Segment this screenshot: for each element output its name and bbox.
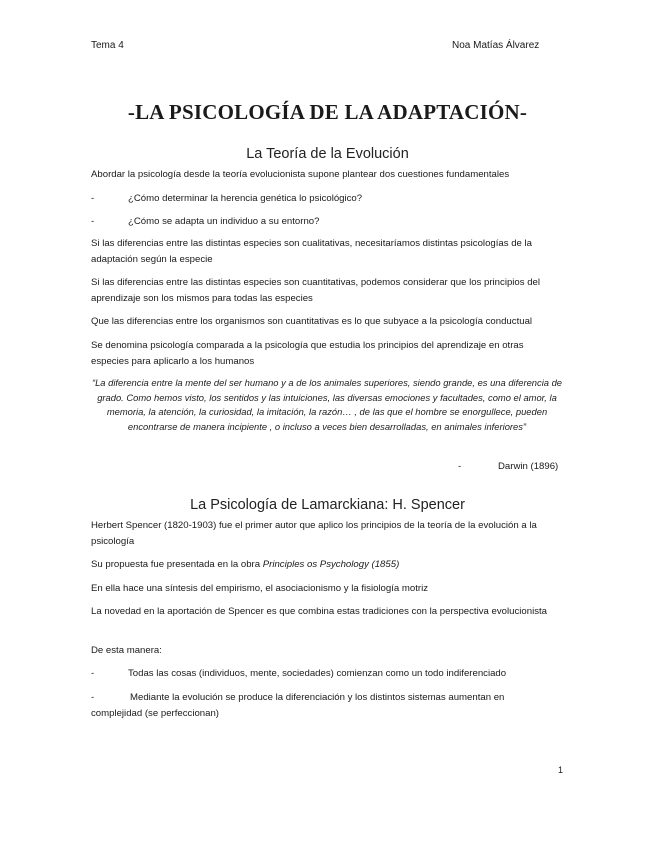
paragraph-qualitative: Si las diferencias entre las distintas especies son cualitativas, necesitaríamos distintas psicologías de la adaptación según la especie — [91, 238, 533, 265]
paragraph-synthesis: En ella hace una síntesis del empirismo, el asociacionismo y la fisiología motriz — [91, 583, 428, 594]
principles-prefix: Su propuesta fue presentada en la obra — [91, 559, 263, 570]
paragraph-spencer-intro: Herbert Spencer (1820-1903) fue el primer autor que aplico los principios de la teoría de la evolución a la psicología — [91, 520, 537, 547]
header-topic: Tema 4 — [91, 40, 124, 51]
bullet-dash: - — [91, 193, 95, 204]
bullet-dash: - — [91, 216, 95, 227]
section-heading-spencer: La Psicología de Lamarckiana: H. Spencer — [190, 497, 465, 513]
bullet-text: Todas las cosas (individuos, mente, sociedades) comienzan como un todo indiferenciado — [128, 668, 507, 679]
paragraph-principles — [91, 557, 563, 573]
header-author: Noa Matías Álvarez — [452, 40, 540, 51]
bullet-dash: - — [91, 668, 95, 679]
bullet-dash: - — [91, 692, 95, 703]
book-title: Principles os Psychology (1855) — [262, 559, 400, 570]
darwin-quote: “La diferencia entre la mente del ser humano y a de los animales superiores, siendo grande, es una diferencia de grado. Como hemos visto, los sentidos y las intuiciones, las diversas emociones y facultades, como el amor, la memoria, la atención, la curiosidad, la imitación, la razón… , de las que el hombre se enorgullece, pueden encontrarse de manera incipiente , o incluso a veces bien desarrolladas, en animales inferiores” — [91, 377, 563, 432]
paragraph-novelty: La novedad en la aportación de Spencer es que combina estas tradiciones con la perspectiva evolucionista — [91, 606, 547, 617]
paragraph-manner: De esta manera: — [91, 645, 162, 656]
citation-text: Darwin (1896) — [498, 461, 559, 472]
paragraph-behavioral: Que las diferencias entre los organismos son cuantitativas es lo que subyace a la psicología conductual — [91, 316, 533, 327]
section-heading-evolution: La Teoría de la Evolución — [246, 146, 409, 162]
bullet-item — [91, 690, 563, 722]
bullet-text: ¿Cómo determinar la herencia genética lo psicológico? — [128, 193, 363, 204]
page-number: 1 — [558, 765, 564, 775]
citation-dash: - — [458, 461, 462, 472]
paragraph-quantitative: Si las diferencias entre las distintas especies son cuantitativas, podemos considerar que los principios del aprendizaje son los mismos para todas las especies — [91, 277, 541, 304]
paragraph-comparative: Se denomina psicología comparada a la psicología que estudia los principios del aprendizaje en otras especies para aplicarlo a los humanos — [91, 340, 524, 367]
paragraph-intro: Abordar la psicología desde la teoría evolucionista supone plantear dos cuestiones fundamentales — [91, 169, 510, 180]
bullet-text: Mediante la evolución se produce la diferenciación y los distintos sistemas aumentan en complejidad (se perfeccionan) — [91, 692, 505, 719]
bullet-text: ¿Cómo se adapta un individuo a su entorno? — [128, 216, 320, 227]
page-title: -LA PSICOLOGÍA DE LA ADAPTACIÓN- — [127, 100, 528, 124]
